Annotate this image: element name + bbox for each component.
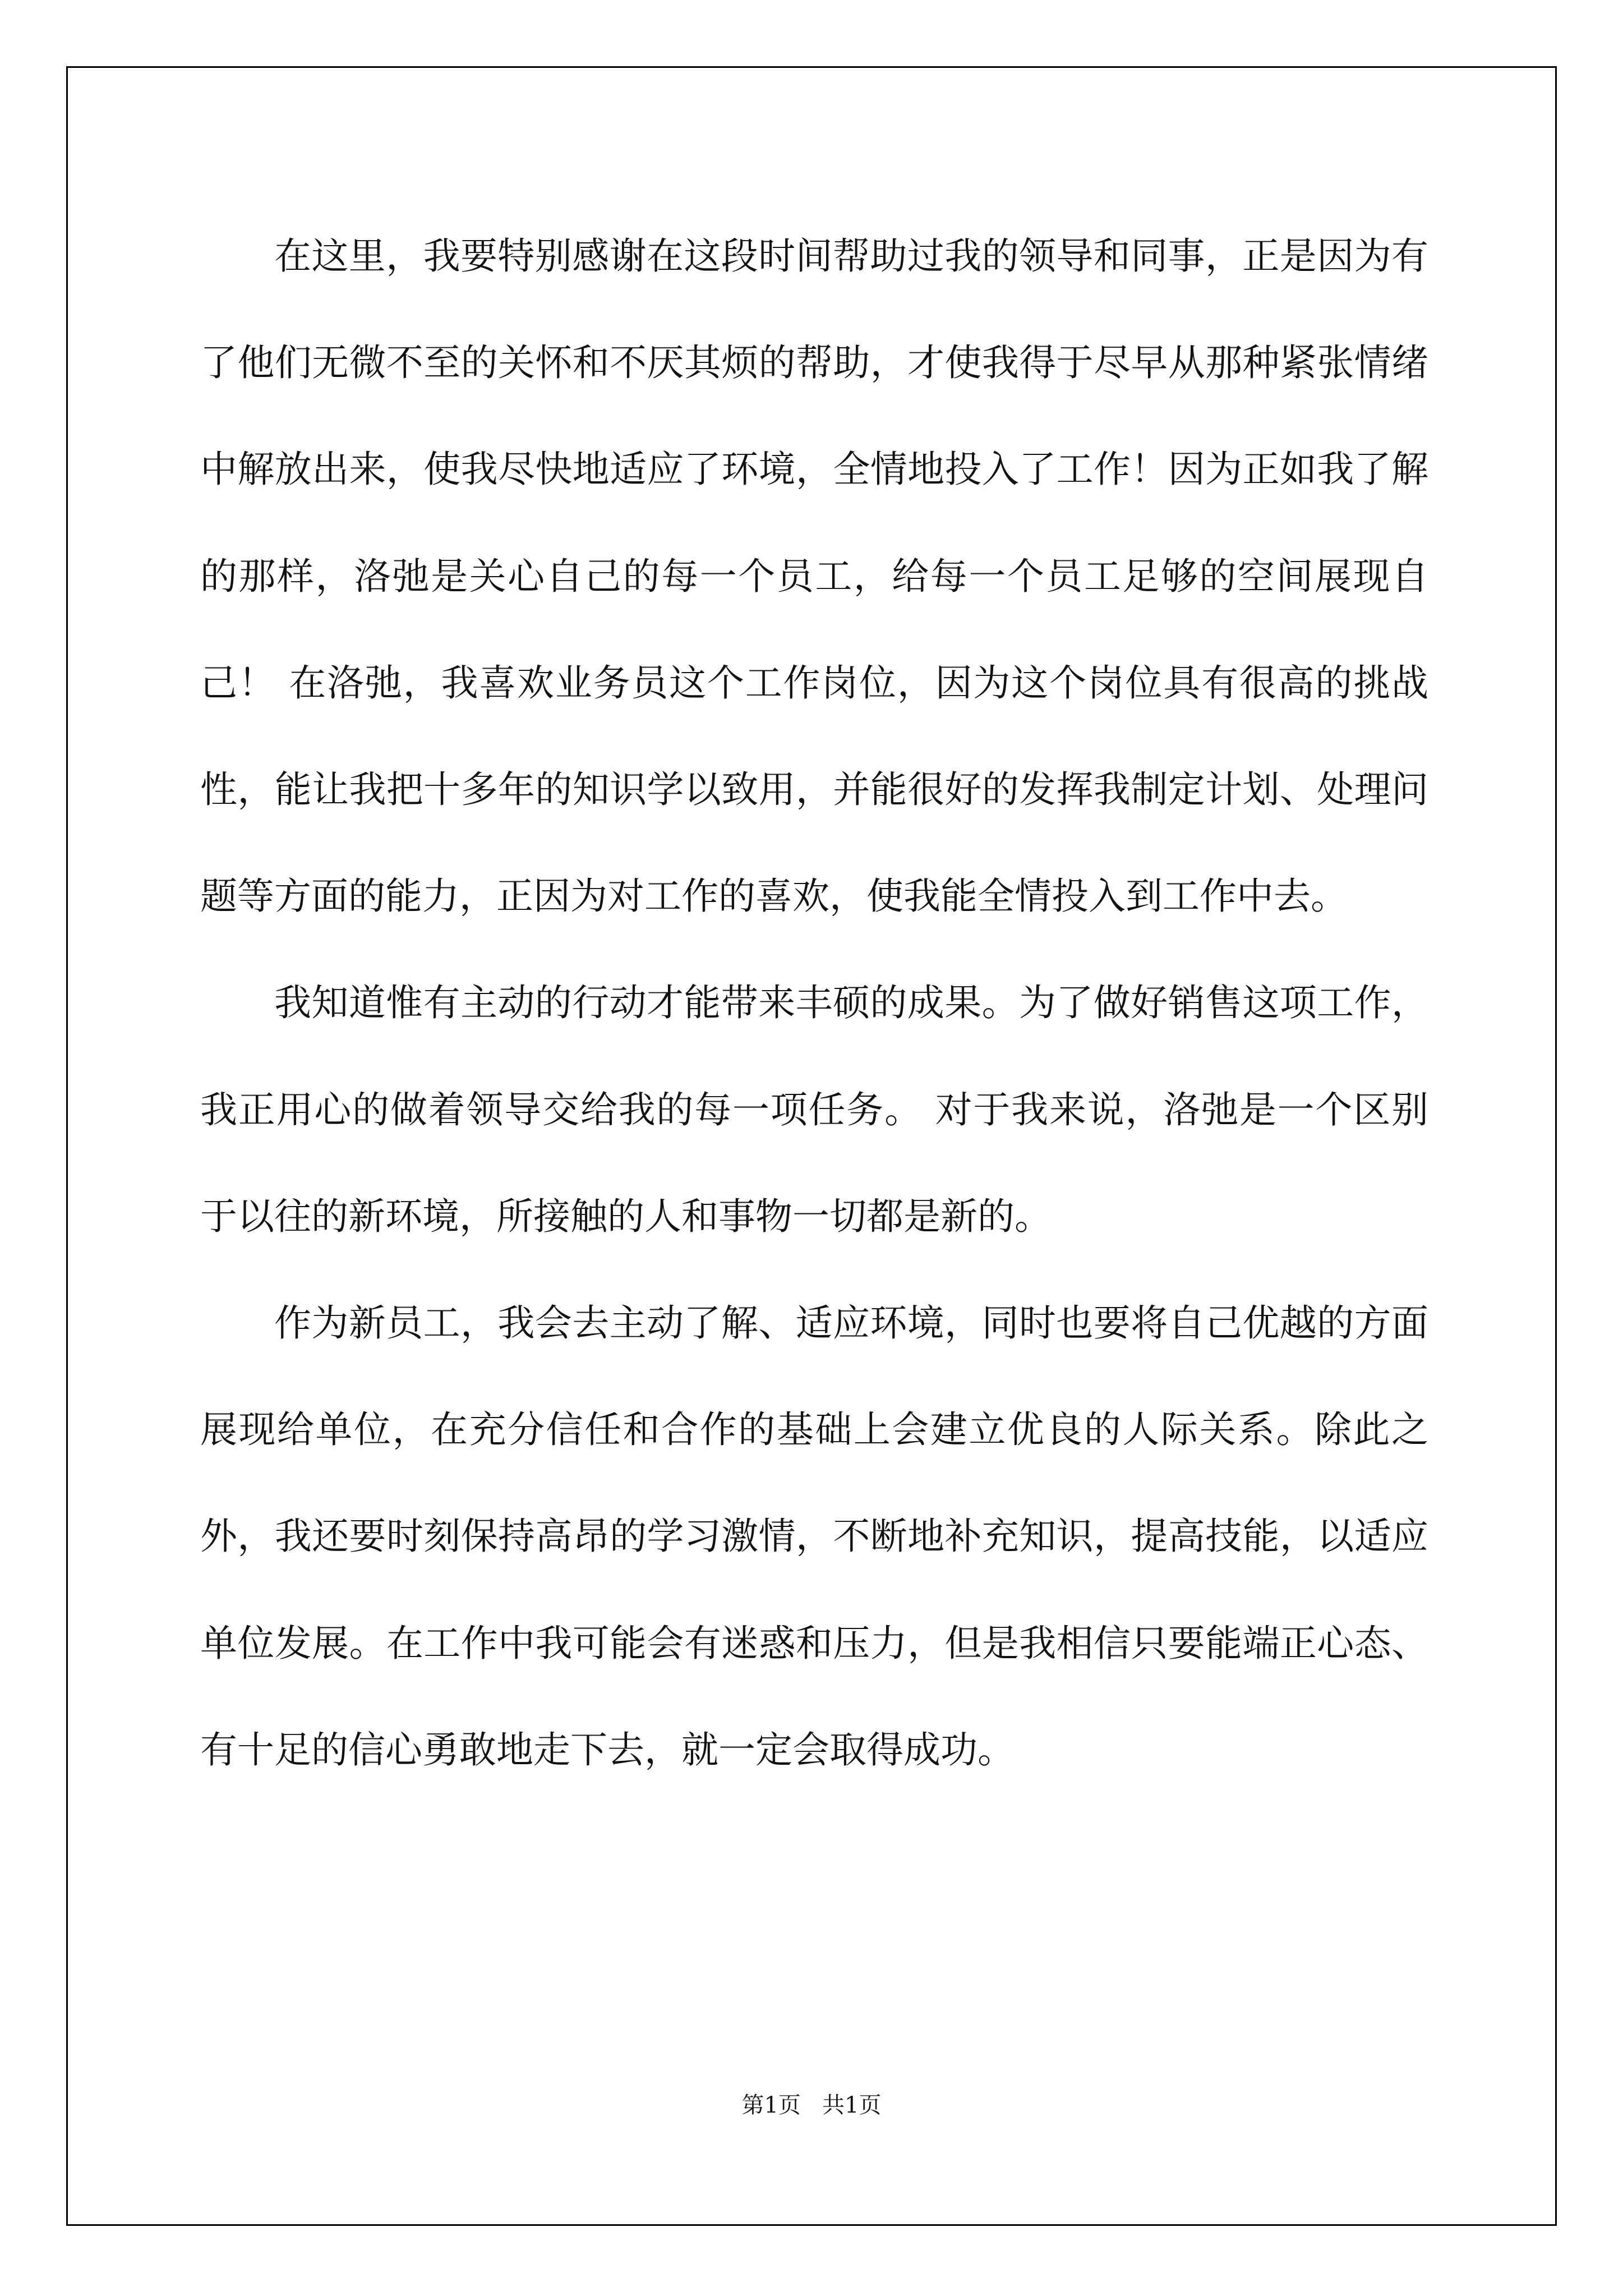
paragraph-3: 作为新员工，我会去主动了解、适应环境，同时也要将自己优越的方面展现给单位，在充分信任和合作的基础上会建立优良的人际关系。除此之外，我还要时刻保持高昂的学习激情，不断地补充知识，提高技能，以适应单位发展。在工作中我可能会有迷惑和压力，但是我相信只要能端正心态、有十足的信心勇敢地走下去，就一定会取得成功。 [200,1301,1428,1772]
page-number-footer: 第1页 共1页 [741,2092,882,2118]
paragraph-1: 在这里，我要特别感谢在这段时间帮助过我的领导和同事，正是因为有了他们无微不至的关怀和不厌其烦的帮助，才使我得于尽早从那种紧张情绪中解放出来，使我尽快地适应了环境，全情地投入了工作！因为正如我了解的那样，洛弛是关心自己的每一个员工，给每一个员工足够的空间展现自己！ 在洛弛，我喜欢业务员这个工作岗位，因为这个岗位具有很高的挑战性，能让我把十多年的知识学以致用，并能很好的发挥我制定计划、处理问题等方面的能力，正因为对工作的喜欢，使我能全情投入到工作中去。 [200,234,1428,918]
paragraph-2: 我知道惟有主动的行动才能带来丰硕的成果。为了做好销售这项工作，我正用心的做着领导交给我的每一项任务。 对于我来说，洛弛是一个区别于以往的新环境，所接触的人和事物一切都是新的。 [200,981,1428,1238]
document-body [200,203,1428,1803]
